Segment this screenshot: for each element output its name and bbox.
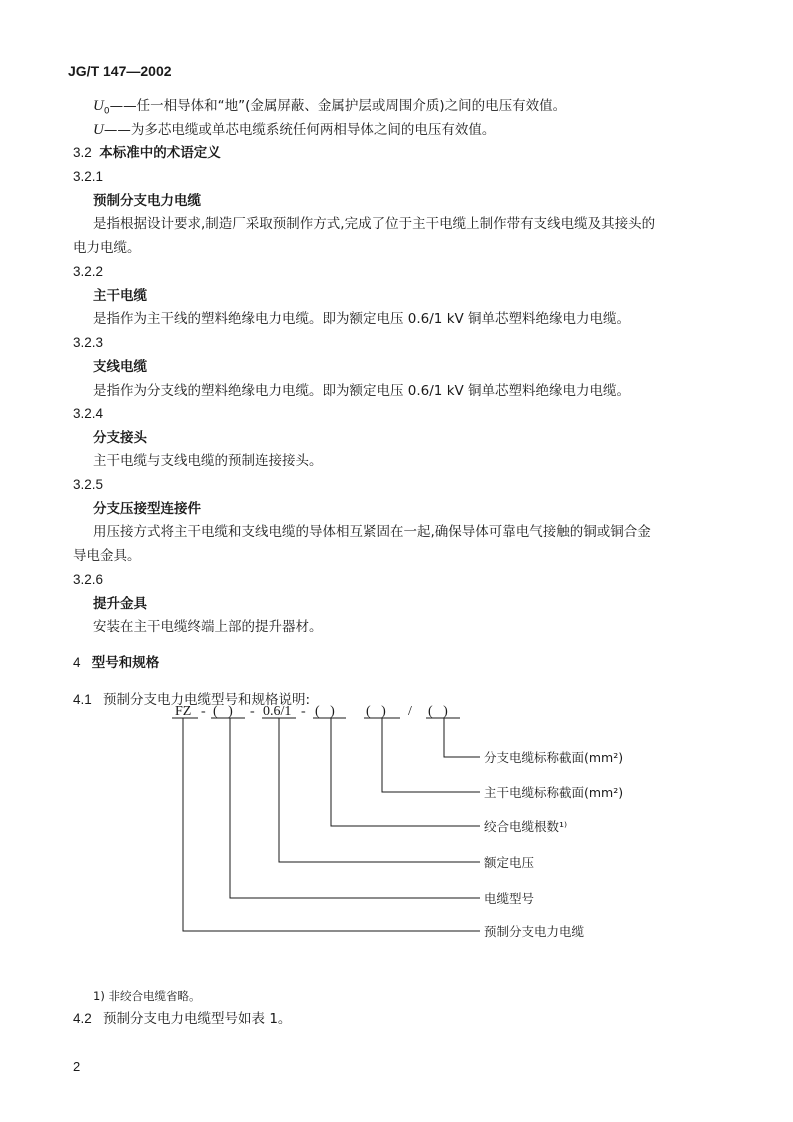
section-heading [73, 691, 310, 709]
code-voltage: 0.6/1 [263, 704, 292, 719]
code-dash: - [201, 704, 206, 719]
term-title: 主干电缆 [93, 288, 147, 304]
term-number: 3.2.4 [73, 406, 104, 421]
symbol-definition-u0 [93, 97, 566, 121]
term-definition: 安装在主干电缆终端上部的提升器材。 [93, 619, 323, 635]
term-number: 3.2.5 [73, 477, 104, 492]
term-title: 预制分支电力电缆 [93, 193, 201, 209]
definition-text: ——为多芯电缆或单芯电缆系统任何两相导体之间的电压有效值。 [103, 122, 496, 138]
label-cable-model: 电缆型号 [484, 891, 535, 906]
section-number: 3.2 [73, 145, 92, 160]
section-number: 4.1 [73, 692, 92, 707]
document-code: JG/T 147—2002 [68, 63, 172, 79]
code-fz: FZ [175, 704, 192, 719]
section-title: 型号和规格 [91, 655, 160, 671]
page-number: 2 [73, 1059, 81, 1074]
term-number: 3.2.6 [73, 572, 104, 587]
term-title: 支线电缆 [93, 359, 147, 375]
label-branch-section: 分支电缆标称截面(mm²) [484, 750, 624, 765]
label-stranded-count: 绞合电缆根数¹⁾ [484, 819, 568, 834]
section-heading [73, 144, 221, 162]
code-paren-branch: ( ) [428, 704, 448, 719]
symbol-subscript: 0 [103, 106, 110, 117]
leader-line [331, 718, 480, 826]
section-number: 4 [73, 655, 81, 670]
term-number: 3.2.1 [73, 169, 104, 184]
section-number: 4.2 [73, 1011, 92, 1026]
code-dash: - [250, 704, 255, 719]
symbol-definition-u [93, 121, 495, 139]
term-definition: 是指根据设计要求,制造厂采取预制作方式,完成了位于主干电缆上制作带有支线电缆及其接头的 [93, 216, 656, 232]
diagram-lines [172, 718, 480, 931]
section-title: 预制分支电力电缆型号如表 1。 [103, 1011, 292, 1027]
symbol: U [93, 122, 104, 138]
leader-line [183, 718, 480, 931]
term-definition: 是指作为分支线的塑料绝缘电力电缆。即为额定电压 0.6/1 kV 铜单芯塑料绝缘电力电缆。 [93, 383, 631, 399]
leader-line [230, 718, 480, 898]
code-dash: - [301, 704, 306, 719]
leader-line [279, 718, 480, 862]
leader-line [382, 718, 480, 792]
section-title: 本标准中的术语定义 [99, 145, 221, 161]
symbol: U [93, 98, 104, 114]
term-definition: 用压接方式将主干电缆和支线电缆的导体相互紧固在一起,确保导体可靠电气接触的铜或铜合金 [93, 524, 651, 540]
term-title: 分支压接型连接件 [93, 501, 201, 517]
code-slash: / [408, 704, 412, 719]
code-paren-main: ( ) [366, 704, 386, 719]
term-definition: 是指作为主干线的塑料绝缘电力电缆。即为额定电压 0.6/1 kV 铜单芯塑料绝缘电力电缆。 [93, 311, 631, 327]
section-heading [73, 654, 159, 672]
section-heading [73, 1010, 291, 1028]
label-prefab-cable: 预制分支电力电缆 [484, 924, 585, 939]
term-title: 分支接头 [93, 430, 147, 446]
code-paren-count: ( ) [315, 704, 335, 719]
label-main-section: 主干电缆标称截面(mm²) [484, 785, 624, 800]
term-number: 3.2.2 [73, 264, 104, 279]
term-number: 3.2.3 [73, 335, 104, 350]
definition-text: ——任一相导体和“地”(金属屏蔽、金属护层或周围介质)之间的电压有效值。 [109, 98, 567, 114]
term-definition: 主干电缆与支线电缆的预制连接接头。 [93, 453, 323, 469]
term-definition-cont: 导电金具。 [73, 548, 141, 564]
leader-line [444, 718, 480, 757]
footnote: 1) 非绞合电缆省略。 [93, 989, 201, 1003]
section-title: 预制分支电力电缆型号和规格说明: [103, 692, 311, 708]
code-paren-type: ( ) [213, 704, 233, 719]
term-definition-cont: 电力电缆。 [73, 240, 141, 256]
label-rated-voltage: 额定电压 [484, 855, 535, 870]
term-title: 提升金具 [93, 596, 147, 612]
